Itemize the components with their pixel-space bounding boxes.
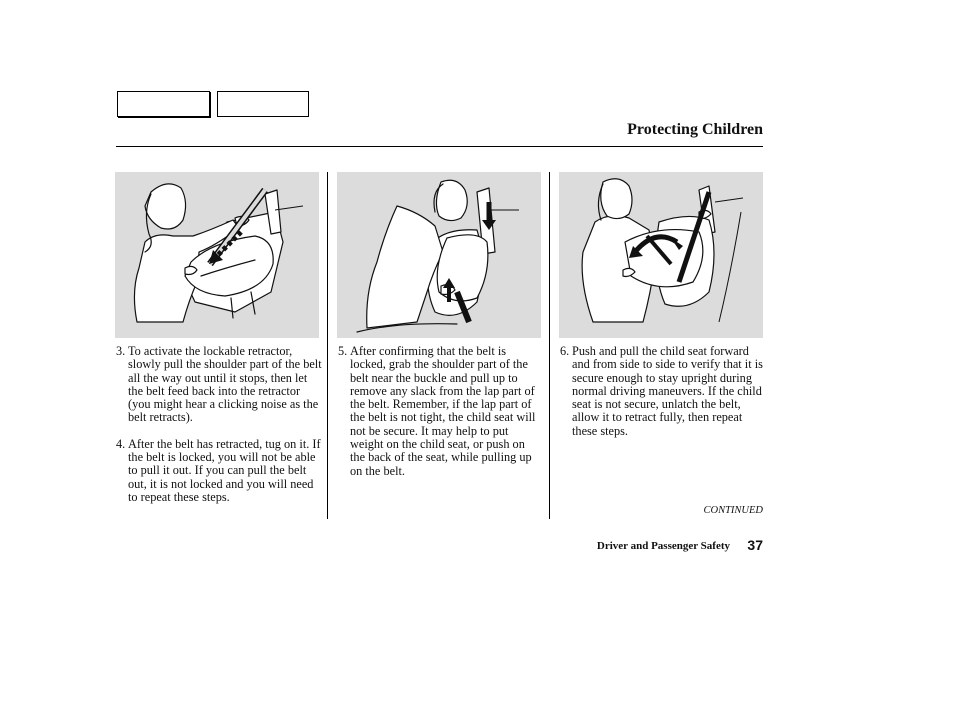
column-divider xyxy=(327,172,328,519)
footer-section-title: Driver and Passenger Safety xyxy=(596,540,730,552)
step-number: 6. xyxy=(560,344,570,358)
instruction-column-3 xyxy=(560,345,764,438)
illustration-remove-slack xyxy=(337,172,541,338)
nav-tab-button[interactable] xyxy=(117,91,210,117)
step-text: To activate the lockable retractor, slowly pull the shoulder part of the belt all the way out until it stops, then let the belt feed back into the retractor (you might hear a clicking noise as the belt retracts). xyxy=(128,344,322,425)
step-text: Push and pull the child seat forward and from side to side to verify that it is secure enough to stay upright during normal driving maneuvers. If the child seat is not secure, unlatch the belt, allow it to retract fully, then repeat these steps. xyxy=(572,344,763,438)
person-rocking-child-seat-illustration xyxy=(559,172,763,338)
instruction-column-2 xyxy=(338,345,540,478)
person-pulling-shoulder-belt-illustration xyxy=(115,172,319,338)
instruction-step xyxy=(116,438,322,504)
illustration-pull-belt xyxy=(115,172,319,338)
step-number: 3. xyxy=(116,344,126,358)
step-number: 5. xyxy=(338,344,348,358)
step-text: After confirming that the belt is locked, grab the shoulder part of the belt near the buckle and pull up to remove any slack from the lap part of the belt. Remember, if the lap part of the belt is not tight, the child seat will not be secure. It may help to put weight on the child seat, or push on the back of the seat, while pulling up on the belt. xyxy=(350,344,536,478)
header-rule xyxy=(116,146,763,147)
continued-label: CONTINUED xyxy=(703,505,763,516)
nav-tab-button[interactable] xyxy=(217,91,309,117)
person-pulling-belt-up-illustration xyxy=(337,172,541,338)
instruction-step xyxy=(338,345,540,478)
column-divider xyxy=(549,172,550,519)
illustration-verify-seat xyxy=(559,172,763,338)
page-title: Protecting Children xyxy=(627,121,763,138)
page-number: 37 xyxy=(747,537,763,553)
instruction-column-1 xyxy=(116,345,322,504)
step-number: 4. xyxy=(116,436,126,451)
step-text: After the belt has retracted, tug on it. If the belt is locked, you will not be able to pull it out. If you can pull the belt out, it is not locked and you will need to repeat these steps. xyxy=(128,436,321,504)
instruction-step xyxy=(560,345,764,438)
instruction-step xyxy=(116,345,322,425)
